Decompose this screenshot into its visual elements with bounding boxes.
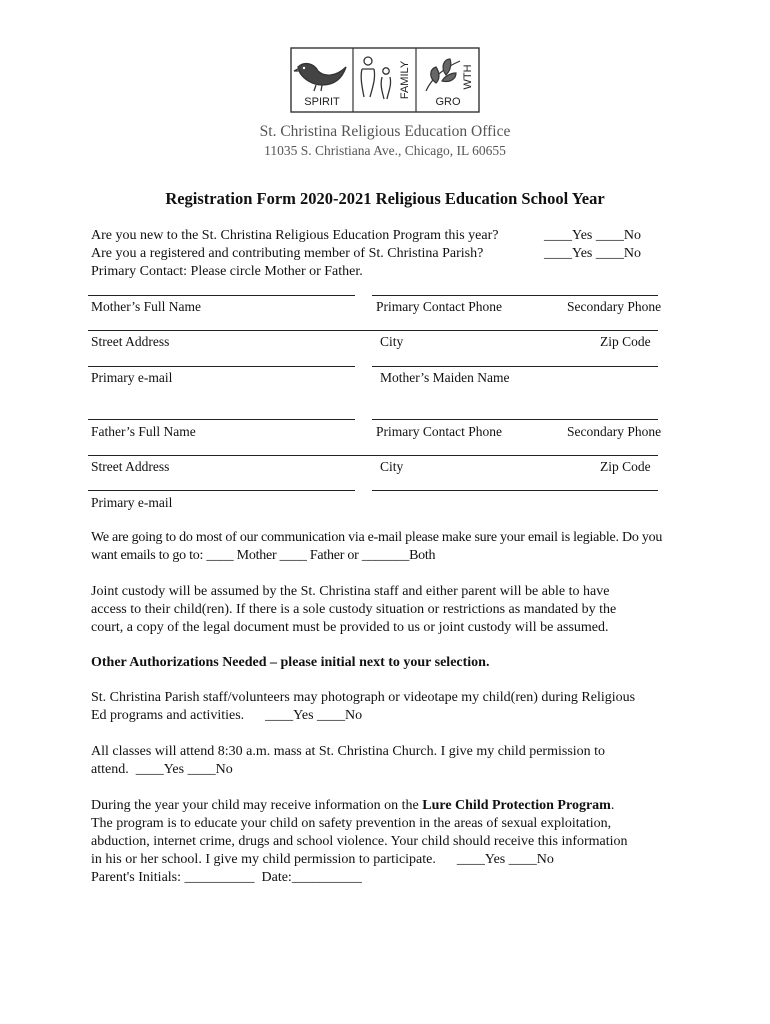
father-primary-phone-label: Primary Contact Phone <box>376 424 502 439</box>
father-email-label: Primary e-mail <box>91 495 173 510</box>
mass-authorization <box>91 743 681 779</box>
father-secondary-phone-label: Secondary Phone <box>567 424 662 439</box>
father-email-line[interactable] <box>88 490 355 491</box>
primary-contact-instruction: Primary Contact: Please circle Mother or Father. <box>91 264 363 279</box>
answer-registered-member[interactable]: ____Yes ____No <box>544 246 641 261</box>
father-street-label: Street Address <box>91 459 170 474</box>
mother-email-label: Primary e-mail <box>91 370 173 385</box>
father-address-line[interactable] <box>88 455 658 456</box>
svg-text:FAMILY: FAMILY <box>399 60 411 100</box>
mother-city-label: City <box>380 334 404 349</box>
custody-line-2: access to their child(ren). If there is a sole custody situation or restrictions as mandated by the <box>91 602 617 617</box>
mother-full-name-label: Mother’s Full Name <box>91 299 201 314</box>
email-note-line-2[interactable]: want emails to go to: ____ Mother ____ Father or _______Both <box>91 548 436 563</box>
custody-paragraph <box>91 583 681 637</box>
mother-zip-label: Zip Code <box>600 334 651 349</box>
svg-text:SPIRIT: SPIRIT <box>304 96 340 108</box>
photo-authorization <box>91 689 681 725</box>
lure-line-4[interactable]: in his or her school. I give my child permission to participate. ____Yes ____No <box>91 852 554 867</box>
father-city-label: City <box>380 459 404 474</box>
mass-line-1: All classes will attend 8:30 a.m. mass at St. Christina Church. I give my child permission to <box>91 744 606 759</box>
mother-secondary-phone-label: Secondary Phone <box>567 299 662 314</box>
father-full-name-label: Father’s Full Name <box>91 424 196 439</box>
mother-address-line[interactable] <box>88 330 658 331</box>
mother-street-label: Street Address <box>91 334 170 349</box>
father-extra-line[interactable] <box>372 490 658 491</box>
mother-phone-line[interactable] <box>372 295 658 296</box>
question-new-student: Are you new to the St. Christina Religious Education Program this year? <box>91 228 499 243</box>
office-name: St. Christina Religious Education Office <box>259 123 511 140</box>
lure-authorization <box>91 797 681 887</box>
lure-line-3: abduction, internet crime, drugs and school violence. Your child should receive this information <box>91 834 628 849</box>
email-note <box>91 529 681 565</box>
mass-line-2[interactable]: attend. ____Yes ____No <box>91 762 233 777</box>
question-registered-member: Are you a registered and contributing member of St. Christina Parish? <box>91 246 484 261</box>
lure-line-1 <box>91 797 681 815</box>
office-address: 11035 S. Christiana Ave., Chicago, IL 60655 <box>264 143 506 158</box>
lure-line-1-text: During the year your child may receive information on the <box>91 798 423 813</box>
family-icon <box>361 57 390 99</box>
mother-email-line[interactable] <box>88 366 355 367</box>
mother-maiden-line[interactable] <box>372 366 658 367</box>
mother-maiden-label: Mother’s Maiden Name <box>380 370 510 385</box>
logo <box>290 47 480 113</box>
authorizations-heading: Other Authorizations Needed – please initial next to your selection. <box>91 655 490 670</box>
father-phone-line[interactable] <box>372 419 658 420</box>
photo-line-2[interactable]: Ed programs and activities. ____Yes ____No <box>91 708 363 723</box>
leaf-icon <box>426 59 460 91</box>
spirit-family-growth-logo <box>290 47 480 113</box>
parent-initials-date[interactable]: Parent's Initials: __________ Date:__________ <box>91 870 362 885</box>
mother-name-line[interactable] <box>88 295 355 296</box>
lure-line-2: The program is to educate your child on safety prevention in the areas of sexual exploitation, <box>91 816 612 831</box>
father-name-line[interactable] <box>88 419 355 420</box>
custody-line-3: court, a copy of the legal document must be provided to us or joint custody will be assumed. <box>91 620 609 635</box>
photo-line-1: St. Christina Parish staff/volunteers may photograph or videotape my child(ren) during Religious <box>91 690 636 705</box>
answer-new-student[interactable]: ____Yes ____No <box>544 228 641 243</box>
email-note-line-1: We are going to do most of our communication via e-mail please make sure your email is legiable. Do you <box>91 530 663 545</box>
form-title: Registration Form 2020-2021 Religious Education School Year <box>165 189 605 208</box>
lure-line-1-end: . <box>610 798 615 813</box>
custody-line-1: Joint custody will be assumed by the St. Christina staff and either parent will be able to have <box>91 584 610 599</box>
svg-text:WTH: WTH <box>462 64 474 90</box>
lure-program-name: Lure Child Protection Program <box>422 798 611 813</box>
father-zip-label: Zip Code <box>600 459 651 474</box>
dove-icon <box>294 64 346 91</box>
mother-primary-phone-label: Primary Contact Phone <box>376 299 502 314</box>
svg-text:GRO: GRO <box>435 96 461 108</box>
